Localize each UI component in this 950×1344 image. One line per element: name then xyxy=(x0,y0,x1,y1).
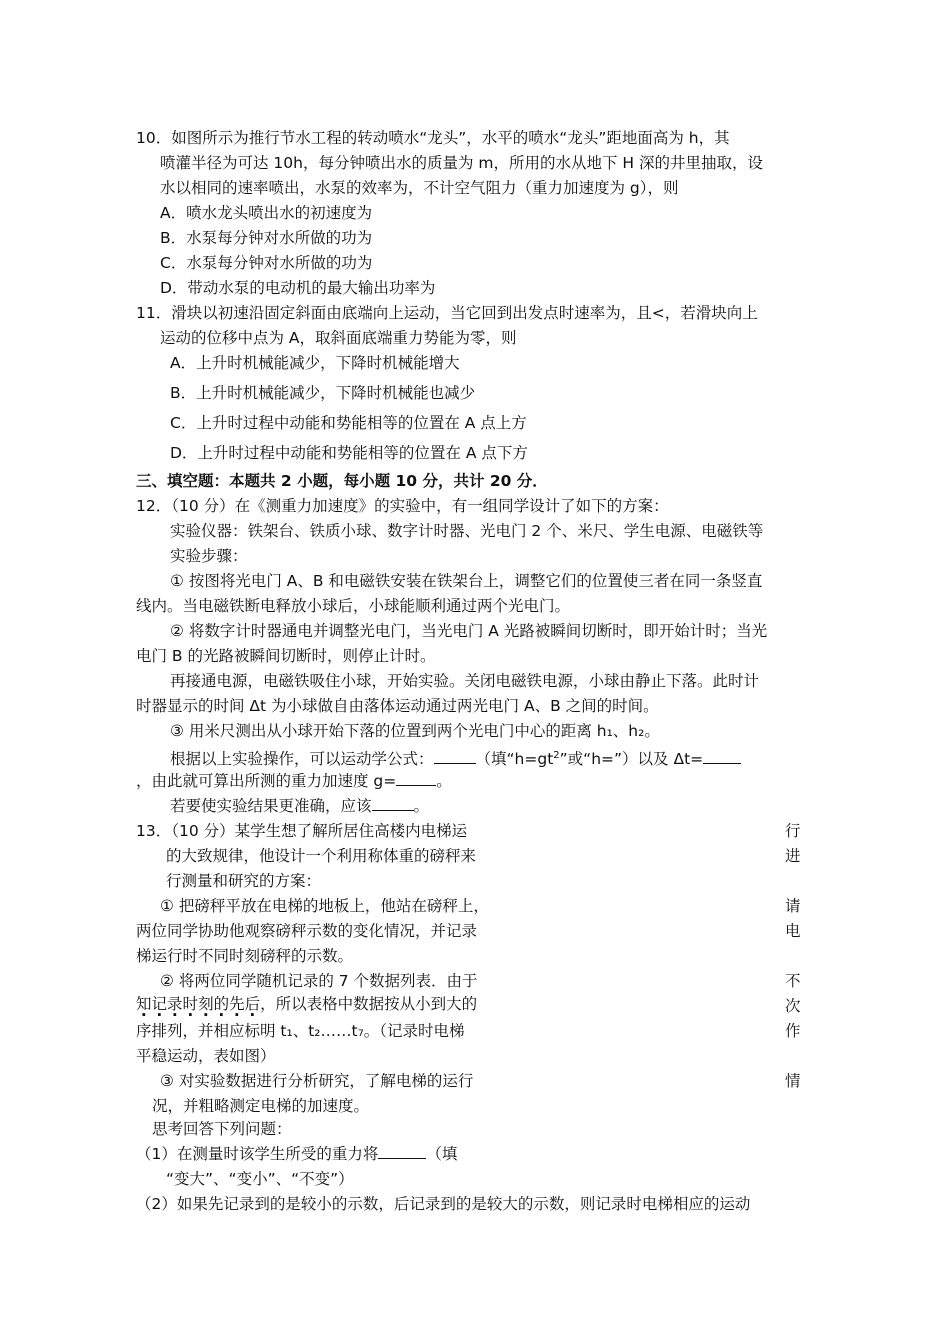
q12-fill-1-middle: （填“h=gt xyxy=(475,750,554,769)
q13-question-1-options: “变大”、“变小”、“不变”） xyxy=(166,1170,354,1188)
q13-right-char-1: 行 xyxy=(785,822,801,840)
q12-fill-3-prefix: 若要使实验结果更准确，应该 xyxy=(170,797,372,815)
q10-option-a: A．喷水龙头喷出水的初速度为 xyxy=(160,204,373,222)
q13-line-8-rest: ，所以表格中数据按从小到大的 xyxy=(260,995,478,1013)
q11-option-b: B．上升时机械能减少，下降时机械能也减少 xyxy=(170,384,476,402)
q12-step-1a: ① 按图将光电门 A、B 和电磁铁安装在铁架台上，调整它们的位置使三者在同一条竖直 xyxy=(170,572,763,590)
q12-blank-1[interactable] xyxy=(434,749,476,764)
q13-right-char-6: 次 xyxy=(785,997,801,1015)
q12-blank-3[interactable] xyxy=(396,771,436,786)
section-3-heading: 三、填空题：本题共 2 小题，每小题 10 分，共计 20 分． xyxy=(136,472,548,490)
q10-line-2: 喷灌半径为可达 10h，每分钟喷出水的质量为 m，所用的水从地下 H 深的井里抽取，设 xyxy=(160,154,764,172)
q13-line-10: 平稳运动，表如图） xyxy=(136,1047,276,1065)
q12-step-3: ③ 用米尺测出从小球开始下落的位置到两个光电门中心的距离 h₁、h₂。 xyxy=(170,722,660,740)
q11-option-a: A．上升时机械能减少，下降时机械能增大 xyxy=(170,354,460,372)
q12-fill-line-1 xyxy=(170,746,741,769)
q13-question-1-suffix: （填 xyxy=(426,1145,458,1163)
q10-option-b: B．水泵每分钟对水所做的功为 xyxy=(160,229,373,247)
q13-line-13: 思考回答下列问题： xyxy=(152,1120,292,1138)
q13-line-12: 况，并粗略测定电梯的加速度。 xyxy=(152,1097,370,1115)
q12-step-2a: ② 将数字计时器通电并调整光电门，当光电门 A 光路被瞬间切断时，即开始计时；当光 xyxy=(170,622,768,640)
q13-question-1-prefix: （1）在测量时该学生所受的重力将 xyxy=(136,1145,379,1163)
q13-line-5: 两位同学协助他观察磅秤示数的变化情况，并记录 xyxy=(136,922,478,940)
q13-right-char-4: 电 xyxy=(785,922,801,940)
q12-fill-3-suffix: 。 xyxy=(413,797,430,815)
q12-equipment: 实验仪器：铁架台、铁质小球、数字计时器、光电门 2 个、米尺、学生电源、电磁铁等 xyxy=(170,522,764,540)
q13-right-char-3: 请 xyxy=(785,897,801,915)
q12-step-2d: 时器显示的时间 Δt 为小球做自由落体运动通过两光电门 A、B 之间的时间。 xyxy=(136,697,659,715)
q10-line-3: 水以相同的速率喷出，水泵的效率为，不计空气阻力（重力加速度为 g），则 xyxy=(160,179,679,197)
q12-steps-label: 实验步骤： xyxy=(170,547,248,565)
q11-line-2: 运动的位移中点为 A，取斜面底端重力势能为零，则 xyxy=(160,329,517,347)
q13-line-11: ③ 对实验数据进行分析研究，了解电梯的运行 xyxy=(160,1072,474,1090)
q13-line-3: 行测量和研究的方案： xyxy=(166,872,322,890)
q12-fill-2-prefix: ，由此就可算出所测的重力加速度 g= xyxy=(136,772,397,790)
q13-line-4: ① 把磅秤平放在电梯的地板上，他站在磅秤上， xyxy=(160,897,489,915)
q10-line-1: 10．如图所示为推行节水工程的转动喷水“龙头”，水平的喷水“龙头”距地面高为 h，其 xyxy=(136,129,730,147)
q13-question-1 xyxy=(136,1144,457,1164)
q11-option-c: C．上升时过程中动能和势能相等的位置在 A 点上方 xyxy=(170,414,527,432)
q13-line-8 xyxy=(136,994,477,1014)
q13-line-7: ② 将两位同学随机记录的 7 个数据列表．由于 xyxy=(160,972,478,990)
q12-fill-2-suffix: 。 xyxy=(436,772,452,790)
q10-option-d: D．带动水泵的电动机的最大输出功率为 xyxy=(160,279,436,297)
q13-emphasized-text: 知记录时刻的先后 xyxy=(136,995,261,1013)
q13-right-char-8: 情 xyxy=(785,1072,801,1090)
q13-right-char-5: 不 xyxy=(785,972,801,990)
q12-step-2c: 再接通电源，电磁铁吸住小球，开始实验。关闭电磁铁电源，小球由静止下落。此时计 xyxy=(170,672,760,690)
q12-fill-line-3 xyxy=(170,796,429,816)
q11-line-1: 11．滑块以初速沿固定斜面由底端向上运动，当它回到出发点时速率为，且<，若滑块向上 xyxy=(136,304,758,322)
q13-right-char-2: 进 xyxy=(785,847,801,865)
q13-line-9: 序排列，并相应标明 t₁、t₂……t₇。（记录时电梯 xyxy=(136,1022,465,1040)
q12-step-2b: 电门 B 的光路被瞬间切断时，则停止计时。 xyxy=(136,647,436,665)
q13-blank-1[interactable] xyxy=(378,1144,426,1159)
q12-blank-2[interactable] xyxy=(703,749,741,764)
q12-blank-4[interactable] xyxy=(372,796,414,811)
q12-fill-1-superscript: 2 xyxy=(553,750,560,761)
q13-line-1: 13．（10 分）某学生想了解所居住高楼内电梯运 xyxy=(136,822,468,840)
q12-step-1b: 线内。当电磁铁断电释放小球后，小球能顺利通过两个光电门。 xyxy=(136,597,571,615)
q12-line-1: 12．（10 分）在《测重力加速度》的实验中，有一组同学设计了如下的方案： xyxy=(136,497,669,515)
q12-fill-line-2 xyxy=(136,771,452,791)
q13-line-2: 的大致规律，他设计一个利用称体重的磅秤来 xyxy=(166,847,477,865)
q13-question-2: （2）如果先记录到的是较小的示数，后记录到的是较大的示数，则记录时电梯相应的运动 xyxy=(136,1195,751,1213)
q13-line-6: 梯运行时不同时刻磅秤的示数。 xyxy=(136,947,354,965)
q10-option-c: C．水泵每分钟对水所做的功为 xyxy=(160,254,373,272)
q12-fill-1-prefix: 根据以上实验操作，可以运动学公式： xyxy=(170,750,434,769)
q12-fill-1-middle-2: ”或“h=”）以及 Δt= xyxy=(559,750,704,769)
q11-option-d: D．上升时过程中动能和势能相等的位置在 A 点下方 xyxy=(170,444,528,462)
q13-right-char-7: 作 xyxy=(785,1022,801,1040)
